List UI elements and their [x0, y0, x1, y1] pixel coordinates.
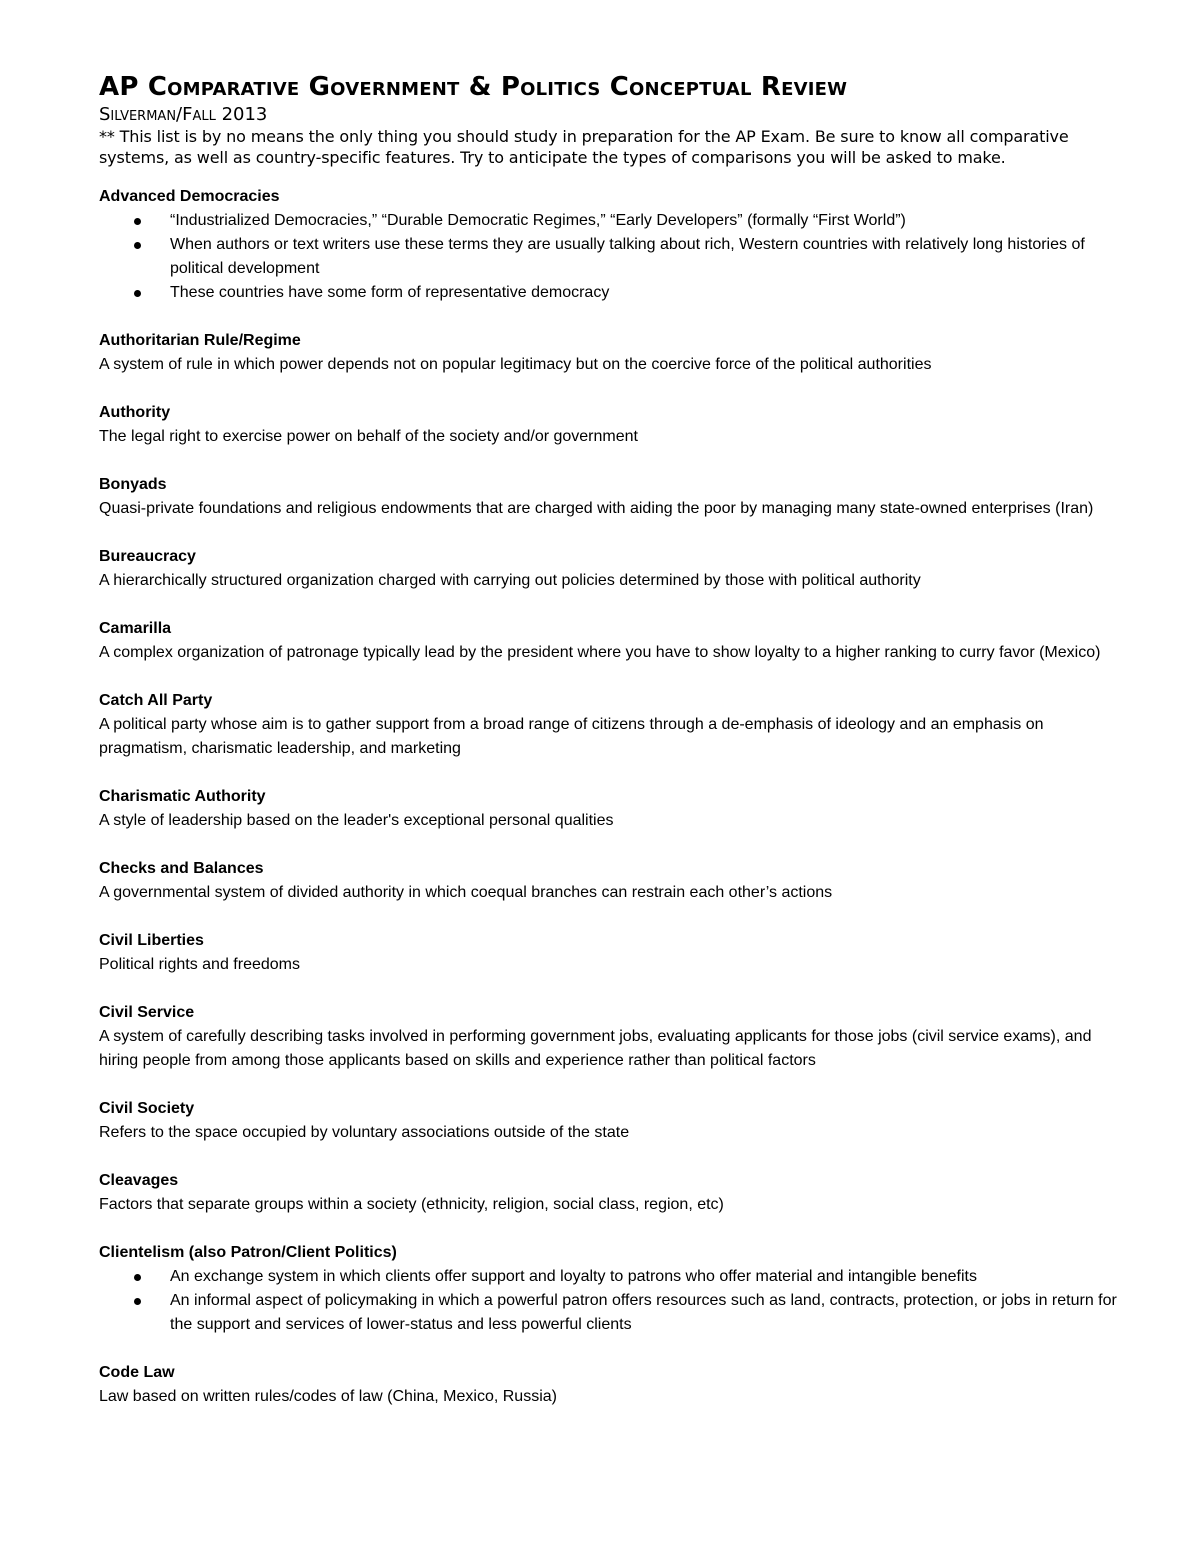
term-bullets — [99, 1265, 1129, 1337]
term-heading: Camarilla — [99, 620, 172, 637]
term-entry — [99, 689, 1129, 761]
term-entry — [99, 1097, 1129, 1145]
term-heading: Clientelism (also Patron/Client Politics) — [99, 1244, 397, 1261]
term-entry — [99, 1001, 1129, 1073]
term-entry — [99, 785, 1129, 833]
term-heading: Civil Society — [99, 1100, 195, 1117]
term-heading: Code Law — [99, 1364, 175, 1381]
term-entry — [99, 617, 1129, 665]
document-page — [99, 70, 1129, 1433]
term-bullets — [99, 209, 1129, 305]
term-definition: A hierarchically structured organization charged with carrying out policies determined by those with political authority — [99, 572, 921, 589]
author-term: Silverman/Fall 2013 — [99, 104, 268, 125]
bullet-dot-icon — [134, 242, 141, 249]
term-definition: A system of rule in which power depends not on popular legitimacy but on the coercive force of the political authorities — [99, 356, 932, 373]
term-definition: A political party whose aim is to gather support from a broad range of citizens through a de-emphasis of ideology and an emphasis on pragmatism, charismatic leadership, and marketing — [99, 716, 1044, 757]
term-definition: A governmental system of divided authority in which coequal branches can restrain each other’s actions — [99, 884, 833, 901]
bullet-item: An informal aspect of policymaking in which a powerful patron offers resources such as land, contracts, protection, or jobs in return for the support and services of lower-status and less powerful clients — [99, 1289, 1129, 1337]
term-definition: Refers to the space occupied by voluntary associations outside of the state — [99, 1124, 630, 1141]
term-definition: Quasi-private foundations and religious endowments that are charged with aiding the poor by managing many state-owned enterprises (Iran) — [99, 500, 1094, 517]
term-definition: Factors that separate groups within a society (ethnicity, religion, social class, region, etc) — [99, 1196, 724, 1213]
bullet-dot-icon — [134, 218, 141, 225]
term-entry — [99, 473, 1129, 521]
term-heading: Advanced Democracies — [99, 188, 280, 205]
intro-note: ** This list is by no means the only thing you should study in preparation for the AP Exam. Be sure to know all comparative systems, as well as country-specific features. Try to anticipate the types of comparisons you will be asked to make. — [99, 127, 1069, 167]
term-heading: Bonyads — [99, 476, 167, 493]
bullet-dot-icon — [134, 1274, 141, 1281]
term-heading: Civil Service — [99, 1004, 195, 1021]
term-heading: Charismatic Authority — [99, 788, 266, 805]
term-entry — [99, 329, 1129, 377]
page-title: AP Comparative Government & Politics Conceptual Review — [99, 72, 848, 102]
bullet-item: When authors or text writers use these terms they are usually talking about rich, Western countries with relatively long histories of political development — [99, 233, 1129, 281]
term-definition: Law based on written rules/codes of law (China, Mexico, Russia) — [99, 1388, 557, 1405]
term-definition: Political rights and freedoms — [99, 956, 300, 973]
bullet-item: “Industrialized Democracies,” “Durable Democratic Regimes,” “Early Developers” (formally “First World”) — [99, 209, 1129, 233]
term-heading: Catch All Party — [99, 692, 213, 709]
term-entry — [99, 401, 1129, 449]
term-entry — [99, 1169, 1129, 1217]
term-entry — [99, 545, 1129, 593]
term-definition: A system of carefully describing tasks involved in performing government jobs, evaluating applicants for those jobs (civil service exams), and hiring people from among those applicants based on skills and experience rather than political factors — [99, 1028, 1092, 1069]
term-definition: A style of leadership based on the leader's exceptional personal qualities — [99, 812, 614, 829]
term-heading: Authority — [99, 404, 171, 421]
term-definition: The legal right to exercise power on behalf of the society and/or government — [99, 428, 638, 445]
bullet-item: These countries have some form of representative democracy — [99, 281, 1129, 305]
term-heading: Bureaucracy — [99, 548, 196, 565]
term-definition: A complex organization of patronage typically lead by the president where you have to show loyalty to a higher ranking to curry favor (Mexico) — [99, 644, 1101, 661]
term-entry — [99, 1361, 1129, 1409]
bullet-dot-icon — [134, 290, 141, 297]
term-heading: Cleavages — [99, 1172, 179, 1189]
term-entry — [99, 1241, 1129, 1337]
term-list — [99, 185, 1129, 1409]
term-entry — [99, 185, 1129, 305]
term-heading: Checks and Balances — [99, 860, 264, 877]
bullet-item: An exchange system in which clients offer support and loyalty to patrons who offer material and intangible benefits — [99, 1265, 1129, 1289]
term-entry — [99, 929, 1129, 977]
term-heading: Authoritarian Rule/Regime — [99, 332, 301, 349]
term-heading: Civil Liberties — [99, 932, 204, 949]
term-entry — [99, 857, 1129, 905]
bullet-dot-icon — [134, 1298, 141, 1305]
